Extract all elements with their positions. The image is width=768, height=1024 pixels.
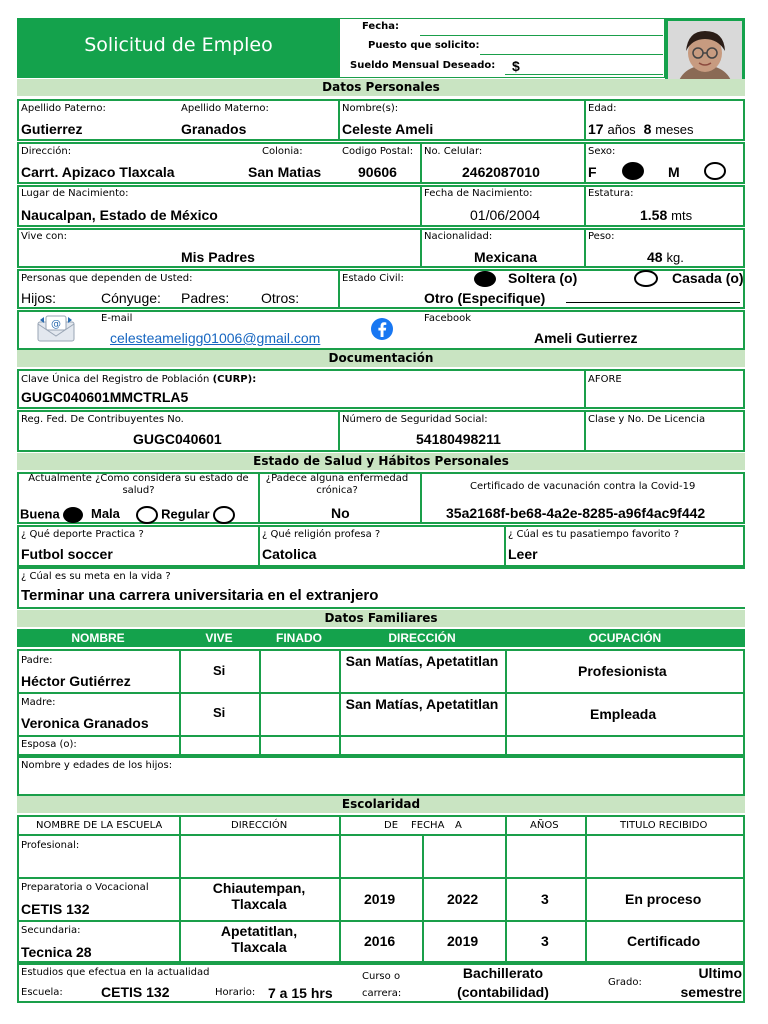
deporte-label: ¿ Qué deporte Practica ?: [21, 529, 144, 540]
estado-salud-label: Actualmente ¿Como considera su estado de salud?: [28, 473, 249, 496]
esc-col-anos: AÑOS: [530, 820, 559, 831]
edad-anos: 17: [588, 121, 604, 137]
hijos-edades-label: Nombre y edades de los hijos:: [21, 760, 173, 771]
esposa-label: Esposa (o):: [21, 739, 77, 750]
curp-label-text: Clave Única del Registro de Población: [21, 374, 210, 385]
fecha-line: [420, 35, 663, 36]
religion-value: Catolica: [262, 546, 317, 562]
lugar-value: Naucalpan, Estado de México: [21, 207, 218, 223]
email-link[interactable]: celesteameligg01006@gmail.com: [110, 330, 321, 346]
casada-radio[interactable]: [634, 270, 658, 288]
email-label: E-mail: [101, 313, 133, 324]
esc-col-fecha: FECHA: [411, 820, 445, 831]
peso-unit: kg.: [666, 250, 684, 265]
sueldo-symbol: $: [512, 58, 520, 74]
celular-label: No. Celular:: [424, 146, 483, 157]
colonia-value: San Matias: [248, 164, 322, 180]
fam-col-ocupacion: OCUPACIÓN: [505, 629, 745, 647]
horario-label: Horario:: [215, 987, 256, 998]
otro-civil-label: Otro (Especifique): [424, 290, 546, 306]
section-datos-personales: Datos Personales: [17, 79, 745, 96]
otro-civil-line: [566, 302, 740, 303]
sueldo-label: Sueldo Mensual Deseado:: [350, 60, 496, 71]
section-salud: Estado de Salud y Hábitos Personales: [17, 453, 745, 470]
edad-label: Edad:: [588, 103, 617, 114]
fam-col-finado: FINADO: [259, 629, 339, 647]
esc-col-titulo: TITULO RECIBIDO: [620, 820, 708, 831]
sexo-m-label: M: [668, 164, 680, 180]
madre-label: Madre:: [21, 697, 56, 708]
sexo-m-radio[interactable]: [704, 162, 726, 180]
section-documentacion: Documentación: [17, 350, 745, 367]
sexo-label: Sexo:: [588, 146, 616, 157]
nss-label: Número de Seguridad Social:: [342, 414, 488, 425]
padre-ocupacion: Profesionista: [578, 663, 667, 679]
estatura-unit: mts: [671, 208, 693, 223]
covid-label: Certificado de vacunación contra la Covid-19: [470, 481, 696, 492]
cp-value: 90606: [358, 164, 397, 180]
nombre-label: Nombre(s):: [342, 103, 399, 114]
secu-titulo: Certificado: [627, 933, 701, 949]
civil-label: Estado Civil:: [342, 273, 404, 284]
edad-meses: 8: [643, 121, 652, 137]
lugar-label: Lugar de Nacimiento:: [21, 188, 129, 199]
fecha-nac-label: Fecha de Nacimiento:: [424, 188, 533, 199]
covid-value: 35a2168f-be68-4a2e-8285-a96f4ac9f442: [446, 505, 706, 521]
grado-value: Ultimo semestre: [680, 965, 742, 1000]
madre-vive: Si: [213, 705, 226, 720]
row-vive: [17, 228, 745, 268]
conyuge-label: Cónyuge:: [101, 290, 161, 306]
licencia-label: Clase y No. De Licencia: [588, 414, 706, 425]
fam-col-vive: VIVE: [179, 629, 259, 647]
padre-vive: Si: [213, 663, 226, 678]
esc-col-a: A: [455, 820, 462, 831]
anos-label: años: [607, 122, 636, 137]
peso-number: 48: [647, 249, 663, 265]
nss-value: 54180498211: [416, 431, 501, 447]
rfc-label: Reg. Fed. De Contribuyentes No.: [21, 414, 184, 425]
pasatiempo-label: ¿ Cúal es tu pasatiempo favorito ?: [508, 529, 680, 540]
padre-direccion: San Matías, Apetatitlan: [345, 653, 499, 669]
nombre-value: Celeste Ameli: [342, 121, 434, 137]
nacionalidad-value: Mexicana: [474, 249, 538, 265]
secu-a: 2019: [447, 933, 479, 949]
buena-label: Buena: [20, 506, 60, 522]
peso-value: [647, 249, 684, 266]
prepa-direccion: Chiautempan, Tlaxcala: [212, 880, 306, 912]
apellido-materno-label: Apellido Materno:: [181, 103, 269, 114]
padre-value: Héctor Gutiérrez: [21, 673, 131, 689]
section-familiares: Datos Familiares: [17, 610, 745, 627]
cronica-label: ¿Padece alguna enfermedad crónica?: [265, 473, 409, 496]
secu-direccion: Apetatitlan, Tlaxcala: [220, 923, 298, 955]
mala-radio[interactable]: [136, 506, 158, 524]
fam-col-nombre: NOMBRE: [17, 629, 179, 647]
madre-direccion: San Matías, Apetatitlan: [345, 696, 499, 712]
madre-ocupacion: Empleada: [590, 706, 657, 722]
meses-label: meses: [655, 122, 694, 137]
secu-label: Secundaria:: [21, 925, 81, 936]
cp-label: Codigo Postal:: [342, 146, 414, 157]
colonia-label: Colonia:: [262, 146, 303, 157]
horario-value: 7 a 15 hrs: [268, 985, 333, 1001]
section-escolaridad: Escolaridad: [17, 796, 745, 813]
actual-label: Estudios que efectua en la actualidad: [21, 967, 210, 978]
secu-value: Tecnica 28: [21, 944, 92, 960]
mala-label: Mala: [90, 506, 120, 522]
esc-col-nombre: NOMBRE DE LA ESCUELA: [36, 820, 163, 831]
madre-value: Veronica Granados: [21, 715, 149, 731]
sexo-f-label: F: [588, 164, 597, 180]
deporte-value: Futbol soccer: [21, 546, 113, 562]
facebook-icon: [370, 317, 394, 346]
esc-col-direccion: DIRECCIÓN: [231, 820, 288, 831]
prepa-de: 2019: [364, 891, 396, 907]
regular-label: Regular: [161, 506, 210, 522]
secu-anos: 3: [541, 933, 549, 949]
prepa-titulo: En proceso: [625, 891, 702, 907]
direccion-value: Carrt. Apizaco Tlaxcala: [21, 164, 175, 180]
peso-label: Peso:: [588, 231, 615, 242]
curso-label-b: carrera:: [362, 988, 402, 999]
fecha-nac-value: 01/06/2004: [470, 207, 541, 223]
dependen-label: Personas que dependen de Usted:: [21, 273, 193, 284]
prepa-value: CETIS 132: [21, 901, 90, 917]
padres-label: Padres:: [181, 290, 230, 306]
vive-value: Mis Padres: [181, 249, 255, 265]
regular-radio[interactable]: [213, 506, 235, 524]
pasatiempo-value: Leer: [508, 546, 538, 562]
celular-value: 2462087010: [462, 164, 540, 180]
direccion-label: Dirección:: [21, 146, 72, 157]
facebook-value: Ameli Gutierrez: [534, 330, 638, 346]
esc-col-de: DE: [384, 820, 399, 831]
meta-label: ¿ Cúal es su meta en la vida ?: [21, 571, 171, 582]
facebook-label: Facebook: [424, 313, 471, 324]
soltera-radio[interactable]: [474, 270, 496, 288]
svg-text:@: @: [51, 319, 61, 330]
soltera-label: Soltera (o): [508, 270, 578, 286]
curp-label: [21, 374, 256, 386]
hijos-label: Hijos:: [21, 290, 57, 306]
grado-label: Grado:: [608, 977, 642, 988]
puesto-line: [480, 54, 663, 55]
padre-label: Padre:: [21, 655, 53, 666]
cronica-value: No: [331, 505, 350, 521]
puesto-label: Puesto que solicito:: [368, 40, 480, 51]
prepa-a: 2022: [447, 891, 479, 907]
nacionalidad-label: Nacionalidad:: [424, 231, 493, 242]
salud-options: [20, 506, 235, 524]
apellido-materno-value: Granados: [181, 121, 247, 137]
religion-label: ¿ Qué religión profesa ?: [262, 529, 381, 540]
prepa-anos: 3: [541, 891, 549, 907]
sexo-f-radio[interactable]: [622, 162, 644, 180]
apellido-paterno-label: Apellido Paterno:: [21, 103, 106, 114]
curp-label-abbr: (CURP):: [212, 374, 257, 385]
secu-de: 2016: [364, 933, 396, 949]
casada-label: Casada (o): [672, 270, 744, 286]
estatura-number: 1.58: [640, 207, 668, 223]
curso-label-a: Curso o: [362, 971, 401, 982]
escuela-label: Escuela:: [21, 987, 63, 998]
vive-label: Vive con:: [21, 231, 67, 242]
buena-radio[interactable]: [63, 507, 83, 523]
estatura-value: [640, 207, 692, 224]
edad-value: [588, 121, 694, 138]
curp-value: GUGC040601MMCTRLA5: [21, 389, 189, 405]
email-icon: [36, 314, 76, 347]
estatura-label: Estatura:: [588, 188, 634, 199]
curso-value: Bachillerato (contabilidad): [457, 965, 549, 1000]
sueldo-line: [505, 74, 663, 75]
apellido-paterno-value: Gutierrez: [21, 121, 83, 137]
fecha-label: Fecha:: [362, 21, 400, 32]
meta-value: Terminar una carrera universitaria en el extranjero: [21, 587, 379, 604]
prepa-label: Preparatoria o Vocacional: [21, 882, 149, 893]
escuela-value: CETIS 132: [101, 984, 170, 1000]
rfc-value: GUGC040601: [133, 431, 222, 447]
afore-label: AFORE: [588, 374, 622, 385]
form-title: Solicitud de Empleo: [84, 34, 273, 56]
profesional-label: Profesional:: [21, 840, 80, 851]
fam-col-direccion: DIRECCIÓN: [339, 629, 505, 647]
otros-label: Otros:: [261, 290, 300, 306]
